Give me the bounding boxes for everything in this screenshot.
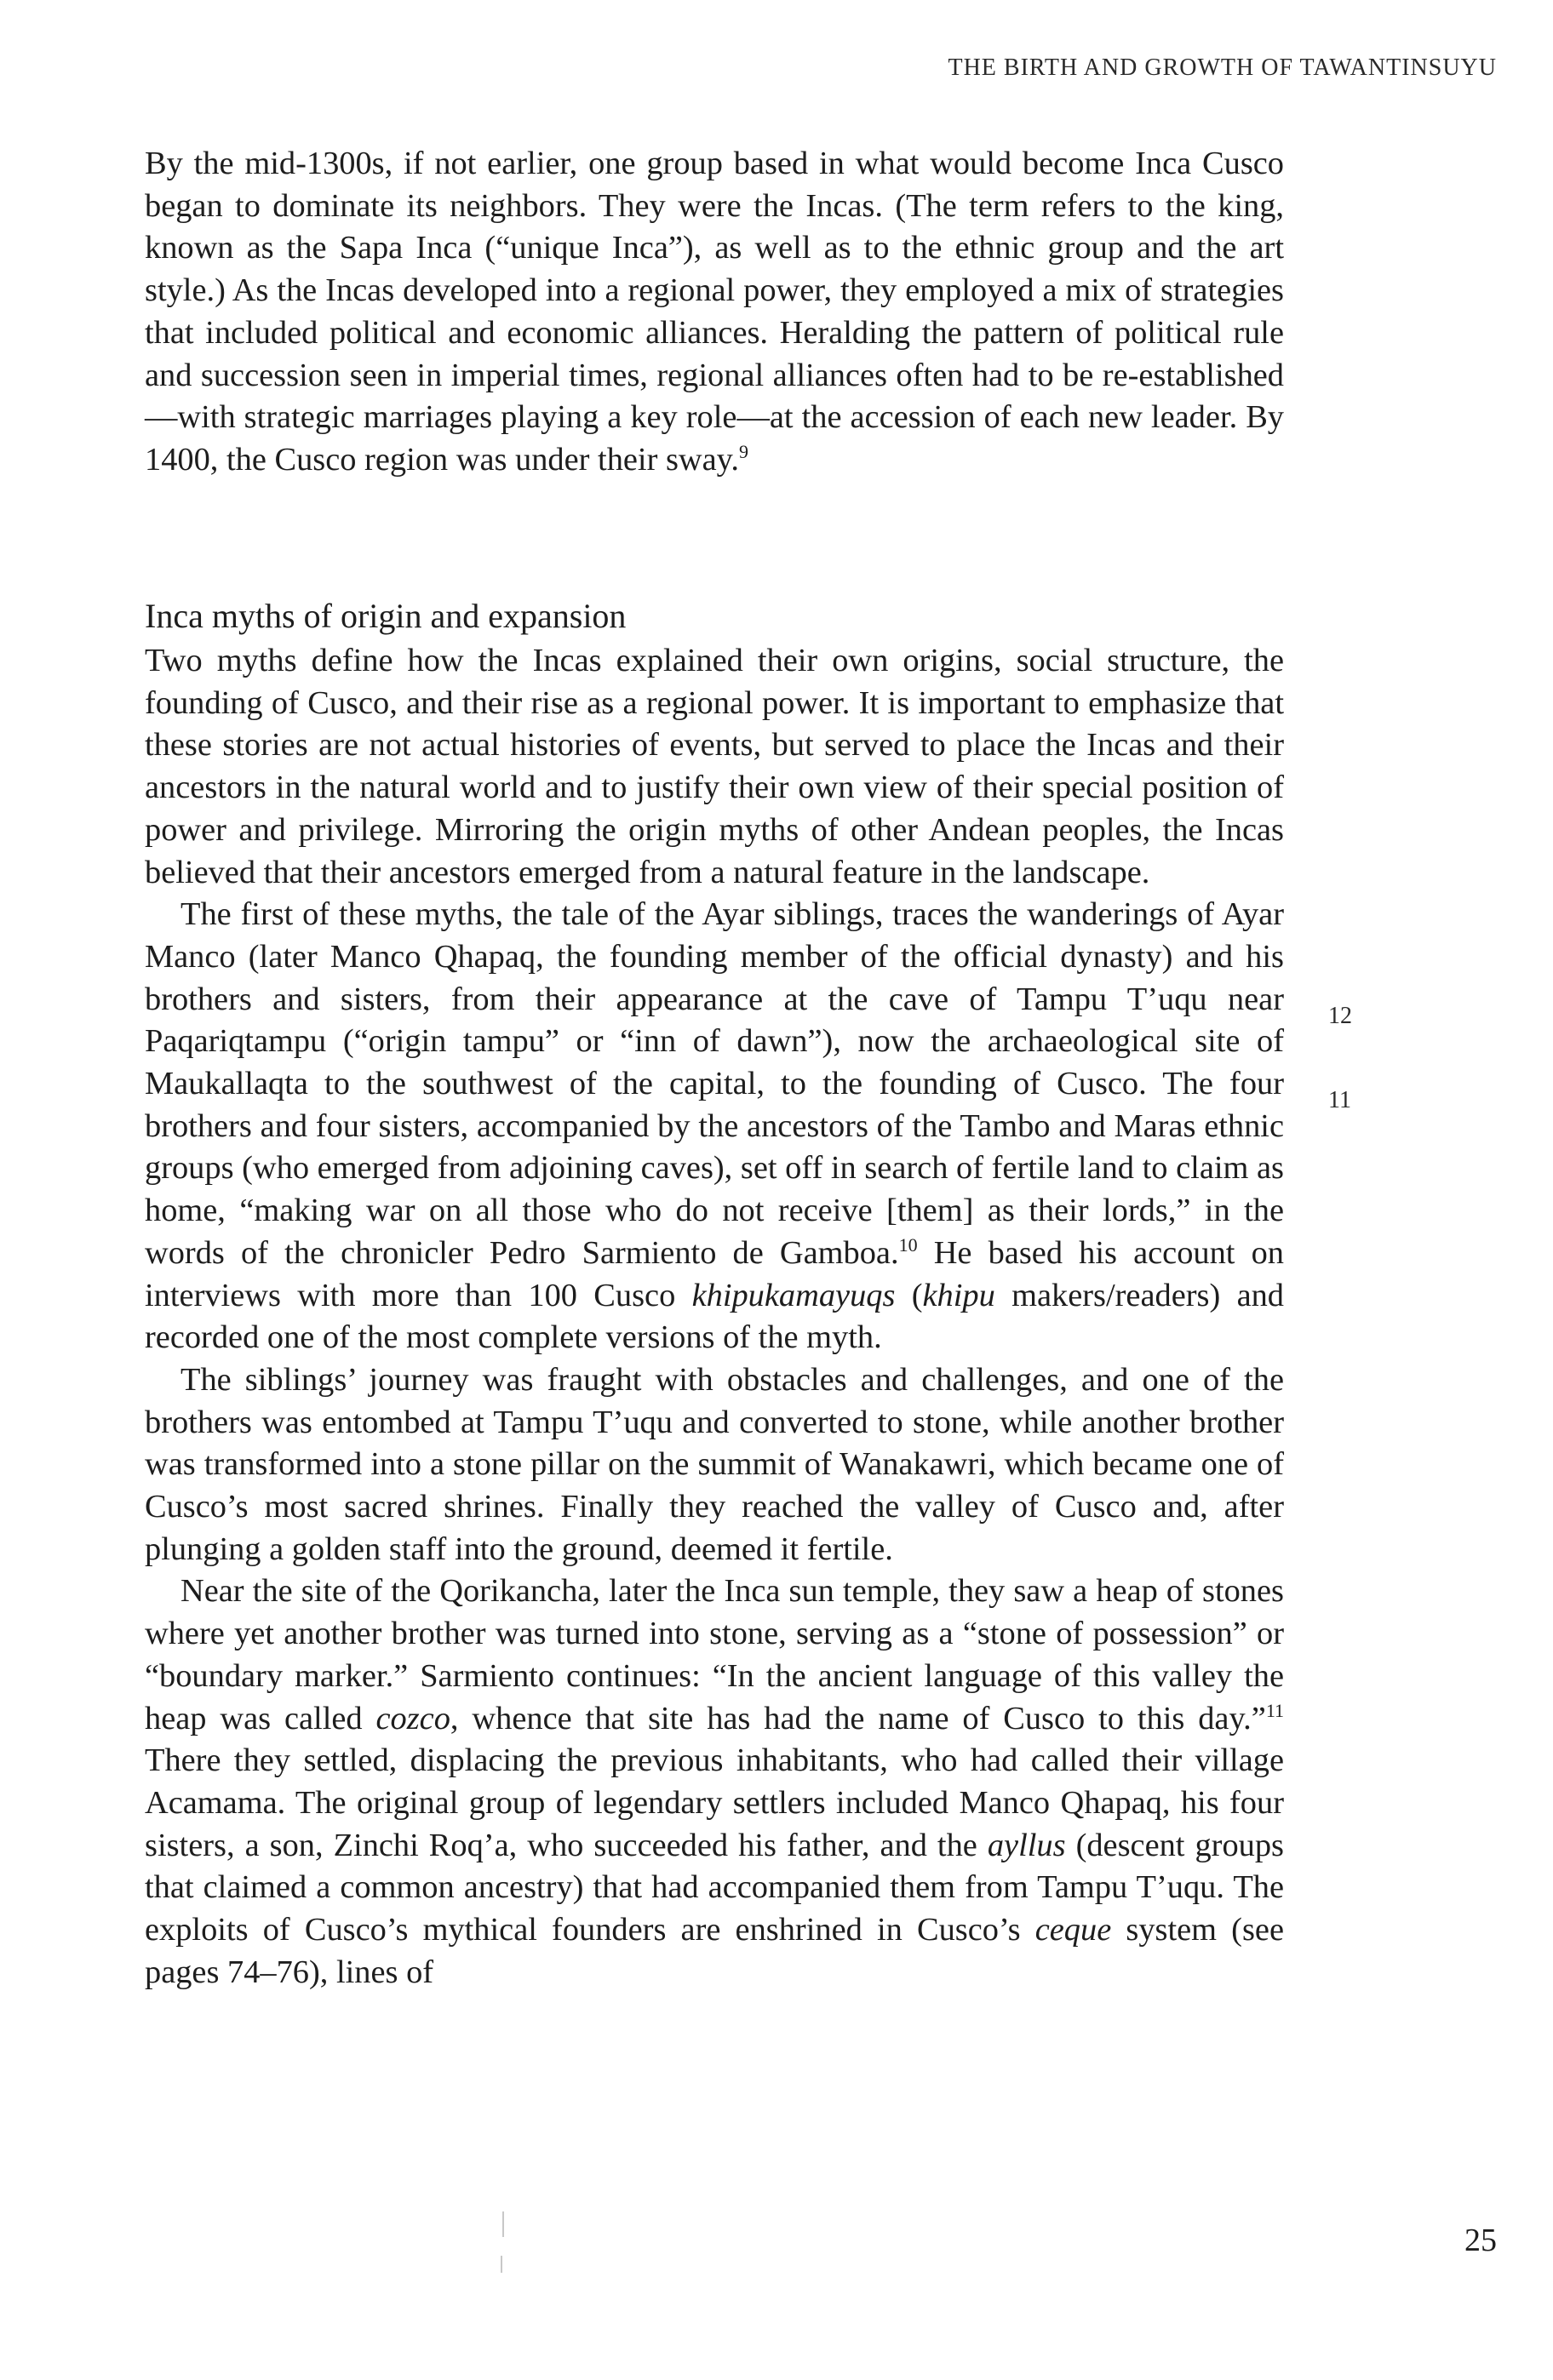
- scan-mark: [502, 2211, 504, 2237]
- intro-section: [145, 143, 1284, 482]
- margin-figure-ref-11: 11: [1328, 1087, 1351, 1113]
- footnote-ref-9: 9: [739, 441, 748, 463]
- intro-paragraph: [145, 143, 1284, 482]
- scan-mark: [501, 2256, 502, 2273]
- paragraph-4-text-a: Near the site of the Qorikancha, later the Inca sun temple, they saw a heap of stones where yet another brother was turned into stone, serving as a “stone of possession” or “boundary marker.” Sarmiento continues: “In the ancient language of this valley the heap was called: [145, 1573, 1284, 1736]
- paragraph-1: Two myths define how the Incas explained their own origins, social structure, the founding of Cusco, and their rise as a regional power. It is important to emphasize that these stories are not actual histories of events, but served to place the Incas and their ancestors in the natural world and to justify their own view of their special position of power and privilege. Mirroring the origin myths of other Andean peoples, the Incas believed that their ancestors emerged from a natural feature in the landscape.: [145, 643, 1284, 890]
- page-number: 25: [1464, 2223, 1497, 2258]
- footnote-ref-10: 10: [898, 1234, 918, 1256]
- paragraph-4-text-b: , whence that site has had the name of Cusco to this day.”: [450, 1700, 1266, 1736]
- footnote-ref-11: 11: [1265, 1699, 1284, 1721]
- myths-section: [145, 640, 1284, 1994]
- paragraph-3: The siblings’ journey was fraught with obstacles and challenges, and one of the brothers was entombed at Tampu T’uqu and converted to stone, while another brother was transformed into a stone pillar on the summit of Wanakawri, which became one of Cusco’s most sacred shrines. Finally they reached the valley of Cusco and, after plunging a golden staff into the ground, deemed it fertile.: [145, 1361, 1284, 1567]
- paragraph-4-text-d: (descent groups that claimed a common ancestry) that had accompanied them from Tampu T’uqu. The exploits of Cusco’s mythical founders are enshrined in Cusco’s: [145, 1827, 1284, 1948]
- term-khipukamayuqs: khipukamayuqs: [691, 1277, 896, 1313]
- paragraph-2-text-b: He based his account on interviews with more than 100 Cusco: [145, 1234, 1284, 1313]
- term-cozco: cozco: [375, 1700, 450, 1736]
- paragraph-2-text-a: The first of these myths, the tale of the Ayar siblings, traces the wanderings of Ayar Manco (later Manco Qhapaq, the founding member of the official dynasty) and his brothers and sisters, from their appearance at the cave of Tampu T’uqu near Paqariqtampu (“origin tampu” or “inn of dawn”), now the archaeological site of Maukallaqta to the southwest of the capital, to the founding of Cusco. The four brothers and four sisters, accompanied by the ancestors of the Tambo and Maras ethnic groups (who emerged from adjoining caves), set off in search of fertile land to claim as home, “making war on all those who do not receive [them] as their lords,” in the words of the chronicler Pedro Sarmiento de Gamboa.: [145, 896, 1284, 1271]
- term-ayllus: ayllus: [987, 1827, 1066, 1863]
- intro-text: By the mid-1300s, if not earlier, one group based in what would become Inca Cusco began to dominate its neighbors. They were the Incas. (The term refers to the king, known as the Sapa Inca (“unique Inca”), as well as to the ethnic group and the art style.) As the Incas developed into a regional power, they employed a mix of strategies that included political and economic alliances. Heralding the pattern of political rule and succession seen in imperial times, regional alliances often had to be re-established—with strategic marriages playing a key role—at the accession of each new leader. By 1400, the Cusco region was under their sway.: [145, 146, 1284, 478]
- paragraph-4: [145, 1570, 1284, 1994]
- paragraph-2-text-d: makers/readers) and recorded one of the most complete versions of the myth.: [145, 1277, 1284, 1356]
- term-ceque: ceque: [1034, 1912, 1112, 1948]
- margin-figure-ref-12: 12: [1328, 1003, 1352, 1029]
- paragraph-2-text-c: (: [895, 1277, 923, 1313]
- paragraph-2: [145, 894, 1284, 1359]
- paragraph-4-text-e: system (see pages 74–76), lines of: [145, 1912, 1284, 1990]
- running-head: THE BIRTH AND GROWTH OF TAWANTINSUYU: [948, 54, 1497, 81]
- paragraph-4-text-c: There they settled, displacing the previous inhabitants, who had called their village Acamama. The original group of legendary settlers included Manco Qhapaq, his four sisters, a son, Zinchi Roq’a, who succeeded his father, and the: [145, 1742, 1284, 1863]
- section-heading: Inca myths of origin and expansion: [145, 597, 627, 635]
- term-khipu: khipu: [922, 1277, 995, 1313]
